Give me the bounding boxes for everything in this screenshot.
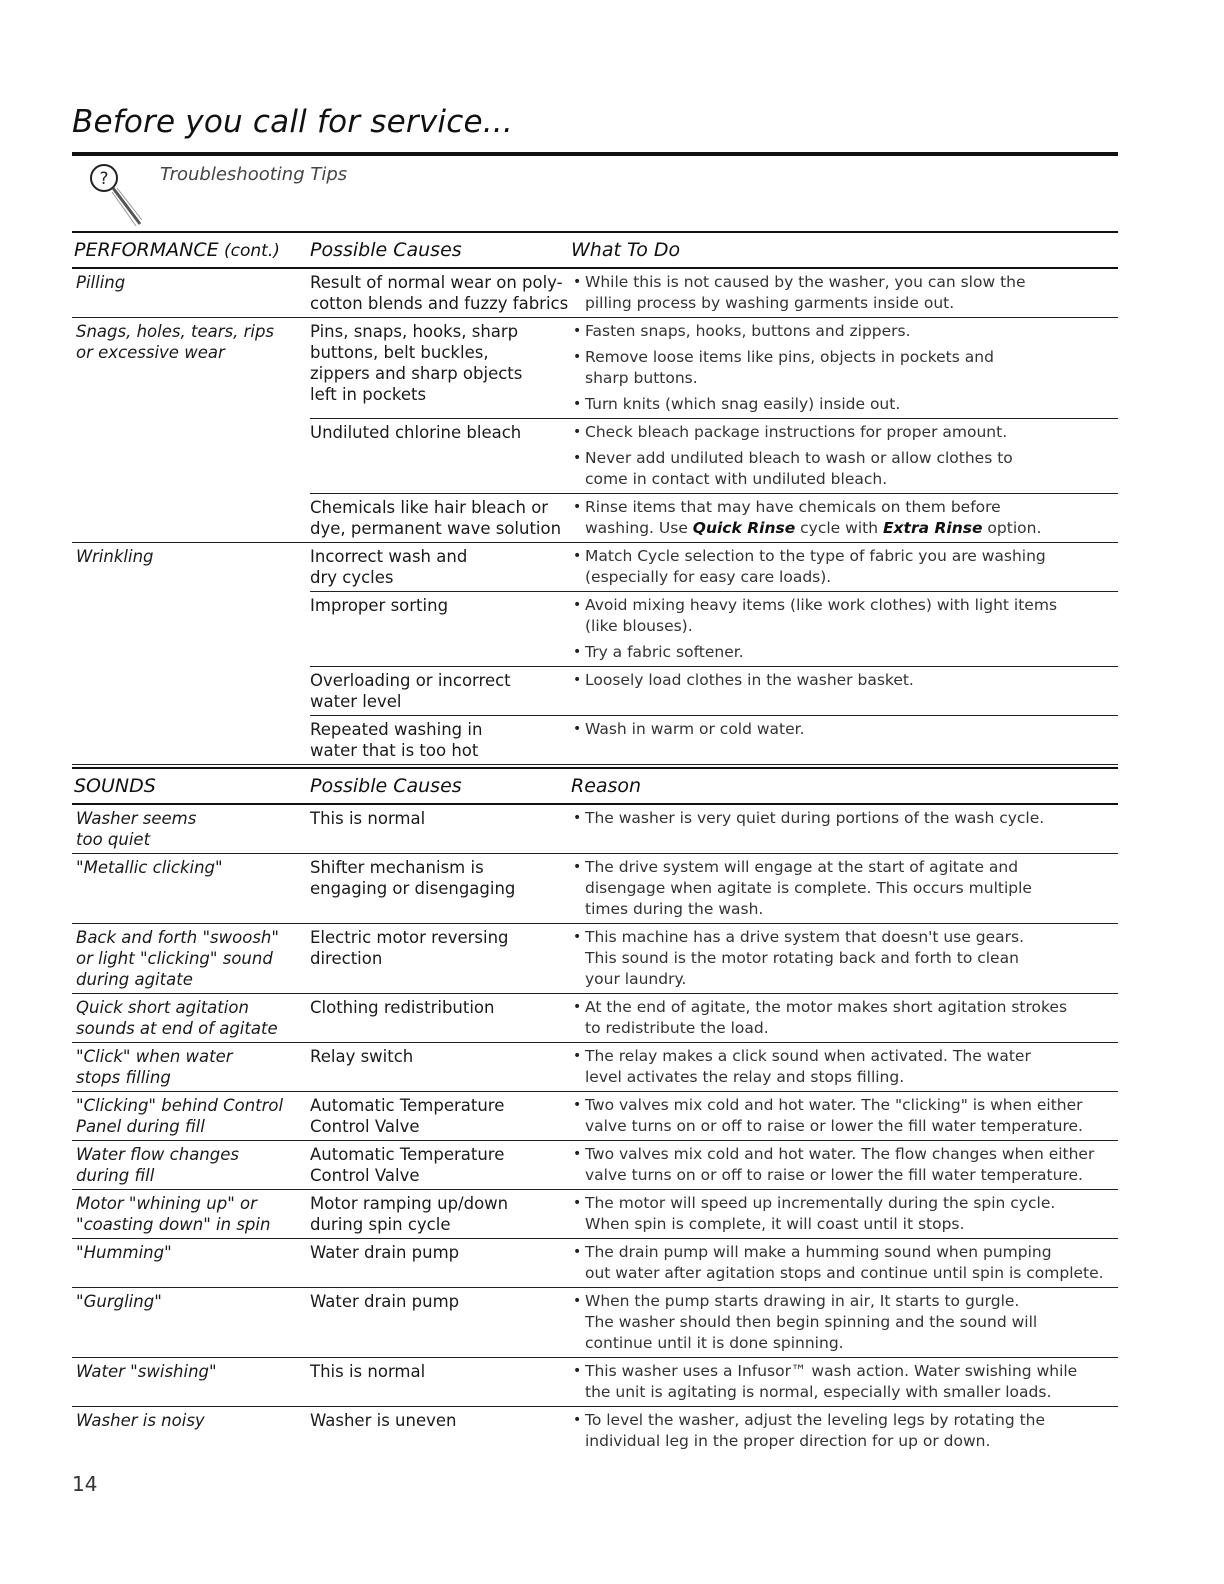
cause-cell: Result of normal wear on poly- cotton blends and fuzzy fabrics <box>310 273 569 313</box>
list-item: • While this is not caused by the washer, you can slow the pilling process by washing garments inside out. <box>571 272 1118 314</box>
title-rule <box>72 152 1118 156</box>
performance-header-action: What To Do <box>571 239 681 261</box>
list-item: • Never add undiluted bleach to wash or allow clothes to come in contact with undiluted bleach. <box>571 448 1118 490</box>
problem-cell: Water "swishing" <box>76 1362 217 1381</box>
list-item: • Match Cycle selection to the type of fabric you are washing (especially for easy care loads). <box>571 546 1118 588</box>
table-row <box>72 1407 1118 1455</box>
table-row <box>72 1239 1118 1288</box>
cause-cell: Repeated washing in water that is too hot <box>310 720 483 760</box>
list-item: • Two valves mix cold and hot water. The "clicking" is when either valve turns on or off to raise or lower the fill water temperature. <box>571 1095 1118 1137</box>
cause-cell: Electric motor reversing direction <box>310 928 509 968</box>
reason-cell <box>571 1242 1118 1284</box>
table-row <box>72 924 1118 994</box>
list-item: • To level the washer, adjust the leveling legs by rotating the individual leg in the proper direction for up or down. <box>571 1410 1118 1452</box>
problem-cell: Pilling <box>76 273 126 292</box>
cause-cell: Chemicals like hair bleach or dye, permanent wave solution <box>310 498 562 538</box>
problem-cell: Water flow changes during fill <box>76 1145 239 1185</box>
sounds-header-category: SOUNDS <box>74 775 156 797</box>
table-row <box>72 805 1118 854</box>
sounds-header-causes: Possible Causes <box>310 775 462 797</box>
performance-header-causes: Possible Causes <box>310 239 462 261</box>
problem-cell: Snags, holes, tears, rips or excessive wear <box>76 322 275 362</box>
cause-cell: This is normal <box>310 1362 426 1381</box>
reason-cell <box>571 1095 1118 1137</box>
list-item: • The motor will speed up incrementally during the spin cycle. When spin is complete, it will coast until it stops. <box>571 1193 1118 1235</box>
problem-cell: Washer is noisy <box>76 1411 205 1430</box>
cause-row <box>310 494 1118 539</box>
list-item: • Try a fabric softener. <box>571 642 1118 663</box>
problem-cell: Wrinkling <box>76 547 154 566</box>
problem-cell: "Humming" <box>76 1243 172 1262</box>
cause-row <box>310 667 1118 716</box>
list-item: • At the end of agitate, the motor makes short agitation strokes to redistribute the load. <box>571 997 1118 1039</box>
list-item: • The relay makes a click sound when activated. The water level activates the relay and stops filling. <box>571 1046 1118 1088</box>
reason-cell <box>571 1361 1118 1403</box>
list-item: • The drain pump will make a humming sound when pumping out water after agitation stops and continue until spin is complete. <box>571 1242 1118 1284</box>
action-cell <box>571 497 1118 539</box>
cause-row <box>310 321 1118 419</box>
cause-cell: Undiluted chlorine bleach <box>310 423 522 442</box>
cause-row <box>310 592 1118 667</box>
reason-cell <box>571 1046 1118 1088</box>
problem-cell: "Click" when water stops filling <box>76 1047 233 1087</box>
table-row <box>72 269 1118 318</box>
subtitle: Troubleshooting Tips <box>160 164 348 185</box>
cause-cell: Water drain pump <box>310 1292 460 1311</box>
cause-row <box>310 419 1118 494</box>
problem-cell: Quick short agitation sounds at end of agitate <box>76 998 278 1038</box>
reason-cell <box>571 808 1118 850</box>
cause-cell: Incorrect wash and dry cycles <box>310 547 468 587</box>
cause-cell: Automatic Temperature Control Valve <box>310 1145 505 1185</box>
question-magnifier-icon <box>88 162 148 230</box>
cause-cell: Improper sorting <box>310 596 449 615</box>
sounds-section <box>72 767 1118 1455</box>
list-item: • Remove loose items like pins, objects in pockets and sharp buttons. <box>571 347 1118 389</box>
table-row <box>72 318 1118 543</box>
sounds-header <box>72 767 1118 805</box>
list-item: • When the pump starts drawing in air, It starts to gurgle. The washer should then begin spinning and the sound will continue until it is done spinning. <box>571 1291 1118 1354</box>
list-item: • Check bleach package instructions for proper amount. <box>571 422 1118 443</box>
cause-cell: Automatic Temperature Control Valve <box>310 1096 505 1136</box>
action-cell <box>571 719 1118 761</box>
reason-cell <box>571 1410 1118 1452</box>
performance-header-category: PERFORMANCE (cont.) <box>74 239 280 261</box>
list-item: • Wash in warm or cold water. <box>571 719 1118 740</box>
reason-cell <box>571 857 1118 920</box>
cause-cell: Overloading or incorrect water level <box>310 671 511 711</box>
svg-text:?: ? <box>99 169 109 189</box>
cause-cell: Water drain pump <box>310 1243 460 1262</box>
table-row <box>72 1043 1118 1092</box>
cause-cell: This is normal <box>310 809 426 828</box>
problem-cell: "Clicking" behind Control Panel during fill <box>76 1096 284 1136</box>
table-row <box>72 854 1118 924</box>
list-item: • Loosely load clothes in the washer basket. <box>571 670 1118 691</box>
cause-cell: Relay switch <box>310 1047 414 1066</box>
list-item: • This machine has a drive system that doesn't use gears. This sound is the motor rotating back and forth to clean your laundry. <box>571 927 1118 990</box>
list-item: • Two valves mix cold and hot water. The flow changes when either valve turns on or off to raise or lower the fill water temperature. <box>571 1144 1118 1186</box>
list-item: • The washer is very quiet during portions of the wash cycle. <box>571 808 1118 829</box>
cause-cell: Washer is uneven <box>310 1411 457 1430</box>
action-cell <box>571 546 1118 588</box>
table-row <box>72 994 1118 1043</box>
table-row <box>72 1358 1118 1407</box>
table-row <box>72 1190 1118 1239</box>
reason-cell <box>571 1193 1118 1235</box>
action-cell <box>571 272 1118 314</box>
list-item: • This washer uses a Infusor™ wash action. Water swishing while the unit is agitating is normal, especially with smaller loads. <box>571 1361 1118 1403</box>
problem-cell: Motor "whining up" or "coasting down" in spin <box>76 1194 271 1234</box>
list-item: • The drive system will engage at the start of agitate and disengage when agitate is complete. This occurs multiple times during the wash. <box>571 857 1118 920</box>
action-cell <box>571 670 1118 712</box>
action-cell <box>571 595 1118 663</box>
cause-row <box>310 272 1118 314</box>
list-item: • Fasten snaps, hooks, buttons and zippers. <box>571 321 1118 342</box>
cause-cell: Clothing redistribution <box>310 998 495 1017</box>
problem-cell: Back and forth "swoosh" or light "clicking" sound during agitate <box>76 928 279 989</box>
sounds-header-reason: Reason <box>571 775 642 797</box>
cause-cell: Pins, snaps, hooks, sharp buttons, belt buckles, zippers and sharp objects left in pockets <box>310 322 523 404</box>
list-item: • Rinse items that may have chemicals on them before washing. Use Quick Rinse cycle with Extra Rinse option. <box>571 497 1118 539</box>
table-row <box>72 543 1118 765</box>
problem-cell: Washer seems too quiet <box>76 809 197 849</box>
reason-cell <box>571 1291 1118 1354</box>
reason-cell <box>571 1144 1118 1186</box>
table-row <box>72 1141 1118 1190</box>
cause-cell: Motor ramping up/down during spin cycle <box>310 1194 509 1234</box>
reason-cell <box>571 927 1118 990</box>
list-item: • Avoid mixing heavy items (like work clothes) with light items (like blouses). <box>571 595 1118 637</box>
cause-row <box>310 546 1118 592</box>
action-cell <box>571 321 1118 415</box>
performance-header <box>72 231 1118 269</box>
action-cell <box>571 422 1118 490</box>
cause-cell: Shifter mechanism is engaging or disengaging <box>310 858 516 898</box>
problem-cell: "Metallic clicking" <box>76 858 223 877</box>
list-item: • Turn knits (which snag easily) inside out. <box>571 394 1118 415</box>
page-title: Before you call for service... <box>72 104 513 140</box>
reason-cell <box>571 997 1118 1039</box>
cause-row <box>310 716 1118 761</box>
table-row <box>72 1288 1118 1358</box>
table-row <box>72 1092 1118 1141</box>
problem-cell: "Gurgling" <box>76 1292 162 1311</box>
performance-section <box>72 231 1118 765</box>
page-number: 14 <box>72 1472 98 1496</box>
